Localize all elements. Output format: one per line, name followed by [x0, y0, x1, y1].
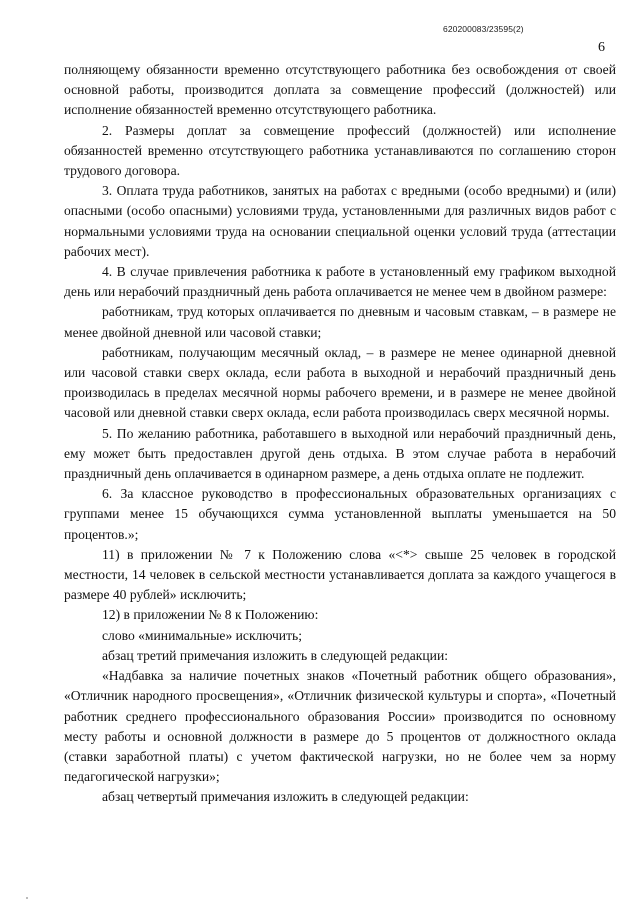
- paragraph-note-fourth: абзац четвертый примечания изложить в следующей редакции:: [102, 789, 469, 805]
- paragraph-word-removal: слово «минимальные» исключить;: [102, 627, 303, 643]
- paragraph-item-3: 3. Оплата труда работников, занятых на работах с вредными (особо вредными) и (или) опасными (особо опасными) условиями труда, установленными для различных видов работ с нормальными условиями труда на основании специальной оценки условий труда (аттестации рабочих мест).: [64, 183, 616, 259]
- paragraph-continuation: полняющему обязанности временно отсутствующего работника без освобождения от своей основной работы, производится доплата за совмещение профессий (должностей) или исполнение обязанностей временно отсутствующего работника.: [64, 62, 616, 118]
- paragraph-allowance-quote: «Надбавка за наличие почетных знаков «Почетный работник общего образования», «Отличник народного просвещения», «Отличник физической культуры и спорта», «Почетный работник среднего профессионального образования России» производится по основному месту работы и основной должности в размере до 5 процентов от должностного оклада (ставки заработной платы) с учетом фактической нагрузки, но не более чем за норму педагогической нагрузки»;: [64, 668, 616, 785]
- paragraph-item-2: 2. Размеры доплат за совмещение профессий (должностей) или исполнение обязанностей временно отсутствующего работника устанавливаются по соглашению сторон трудового договора.: [64, 122, 616, 179]
- paragraph-note-third: абзац третий примечания изложить в следующей редакции:: [102, 647, 448, 663]
- paragraph-monthly-salary: работникам, получающим месячный оклад, – в размере не менее одинарной дневной или часовой ставки сверх оклада, если работа в выходной и нерабочий праздничный день производилась в пределах месячной нормы рабочего времени, и в размере не менее двойной часовой или дневной ставки сверх оклада, если работа производилась сверх месячной нормы.: [64, 344, 616, 421]
- paragraph-item-6: 6. За классное руководство в профессиональных образовательных организациях с группами менее 15 обучающихся сумма установленной выплаты уменьшается на 50 процентов.»;: [64, 486, 616, 542]
- page-number: 6: [598, 40, 605, 55]
- scan-speck: [26, 897, 28, 899]
- paragraph-amendment-12: 12) в приложении № 8 к Положению:: [102, 607, 319, 623]
- document-body: [64, 60, 616, 808]
- document-id: 620200083/23595(2): [443, 24, 524, 34]
- paragraph-item-4: 4. В случае привлечения работника к работе в установленный ему графиком выходной день или нерабочий праздничный день работа оплачивается не менее чем в двойном размере:: [64, 264, 616, 300]
- paragraph-item-5: 5. По желанию работника, работавшего в выходной или нерабочий праздничный день, ему может быть предоставлен другой день отдыха. В этом случае работа в нерабочий праздничный день оплачивается в одинарном размере, а день отдыха оплате не подлежит.: [64, 425, 616, 482]
- paragraph-hourly-rate: работникам, труд которых оплачивается по дневным и часовым ставкам, – в размере не менее двойной дневной или часовой ставки;: [64, 304, 616, 340]
- paragraph-amendment-11: 11) в приложении № 7 к Положению слова «<*> свыше 25 человек в городской местности, 14 человек в сельской местности устанавливается доплата за каждого учащегося в размере 40 рублей» исключить;: [64, 546, 616, 603]
